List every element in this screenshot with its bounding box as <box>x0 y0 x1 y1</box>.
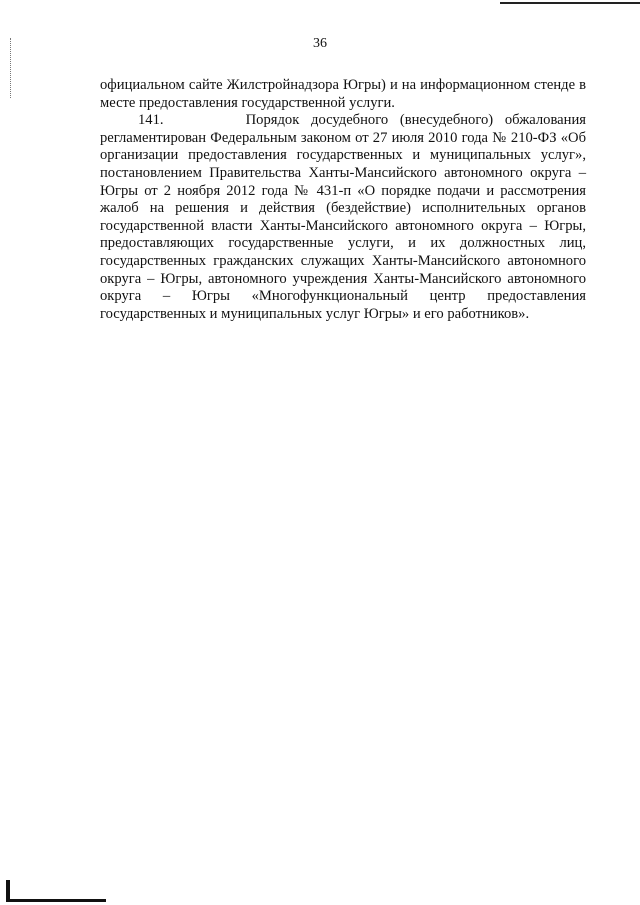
document-body <box>100 77 586 323</box>
item-number: 141. <box>138 112 164 129</box>
frame-bottom-line <box>6 899 106 902</box>
continuation-paragraph: официальном сайте Жилстройнадзора Югры) и на информационном стенде в месте предоставления государственной услуги. <box>100 77 586 111</box>
page-number: 36 <box>313 36 327 51</box>
scan-edge-line <box>500 2 640 4</box>
item-text: Порядок досудебного (внесудебного) обжалования регламентирован Федеральным законом от 27 июля 2010 года № 210-ФЗ «Об организации предоставления государственных и муниципальных услуг», постановлением Правительства Ханты-Мансийского автономного округа – Югры от 2 ноября 2012 года № 431-п «О порядке подачи и рассмотрения жалоб на решения и действия (бездействие) исполнительных органов государственной власти Ханты-Мансийского автономного округа – Югры, предоставляющих государственные услуги, и их должностных лиц, государственных гражданских служащих Ханты-Мансийского автономного округа – Югры, автономного учреждения Ханты-Мансийского автономного округа – Югры «Многофункциональный центр предоставления государственных и муниципальных услуг Югры» и его работников». <box>100 112 586 322</box>
item-141-paragraph <box>100 112 586 323</box>
